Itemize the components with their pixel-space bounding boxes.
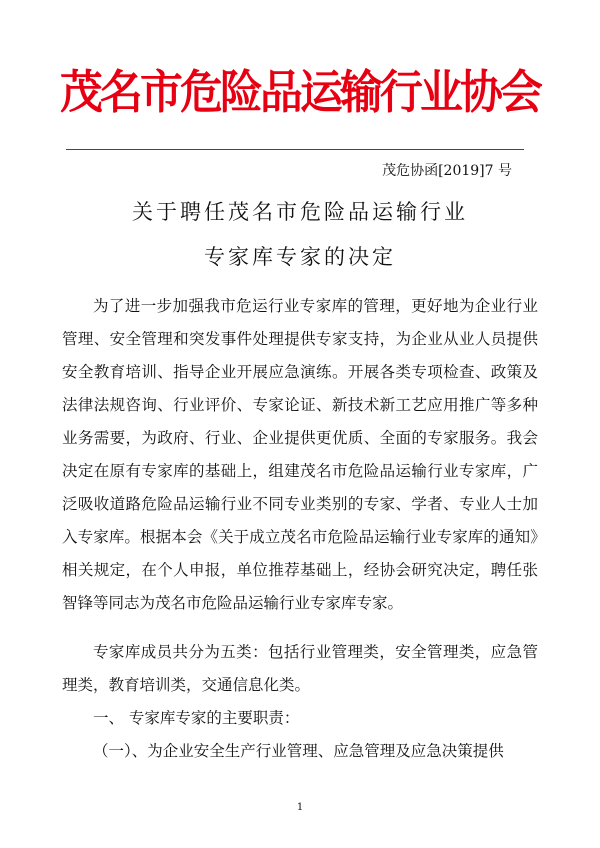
body-paragraph-1: 为了进一步加强我市危运行业专家库的管理，更好地为企业行业管理、安全管理和突发事件处理提供专家支持，为企业从业人员提供安全教育培训、指导企业开展应急演练。开展各类专项检查、政策及法律法规咨询、行业评价、专家论证、新技术新工艺应用推广等多种业务需要，为政府、行业、企业提供更优质、全面的专家服务。我会决定在原有专家库的基础上，组建茂名市危险品运输行业专家库，广泛吸收道路危险品运输行业不同专业类别的专家、学者、专业人士加入专家库。根据本会《关于成立茂名市危险品运输行业专家库的通知》相关规定，在个人申报，单位推荐基础上，经协会研究决定，聘任张智锋等同志为茂名市危险品运输行业专家库专家。 [62,297,538,612]
letterhead-divider [66,149,524,150]
body-paragraph-3: （一）、为企业安全生产行业管理、应急管理及应急决策提供 [93,742,504,760]
body-paragraph-2: 专家库成员共分为五类：包括行业管理类，安全管理类，应急管理类，教育培训类，交通信息化类。 [62,643,538,694]
page-number: 1 [296,802,304,813]
letterhead-title: 茂名市危险品运输行业协会 [60,65,540,119]
document-number: 茂危协函[2019]7 号 [382,163,512,179]
document-title-line-1: 关于聘任茂名市危险品运输行业 [132,200,468,224]
section-heading-1: 一、 专家库专家的主要职责： [93,709,300,727]
document-title-line-2: 专家库专家的决定 [204,245,396,269]
